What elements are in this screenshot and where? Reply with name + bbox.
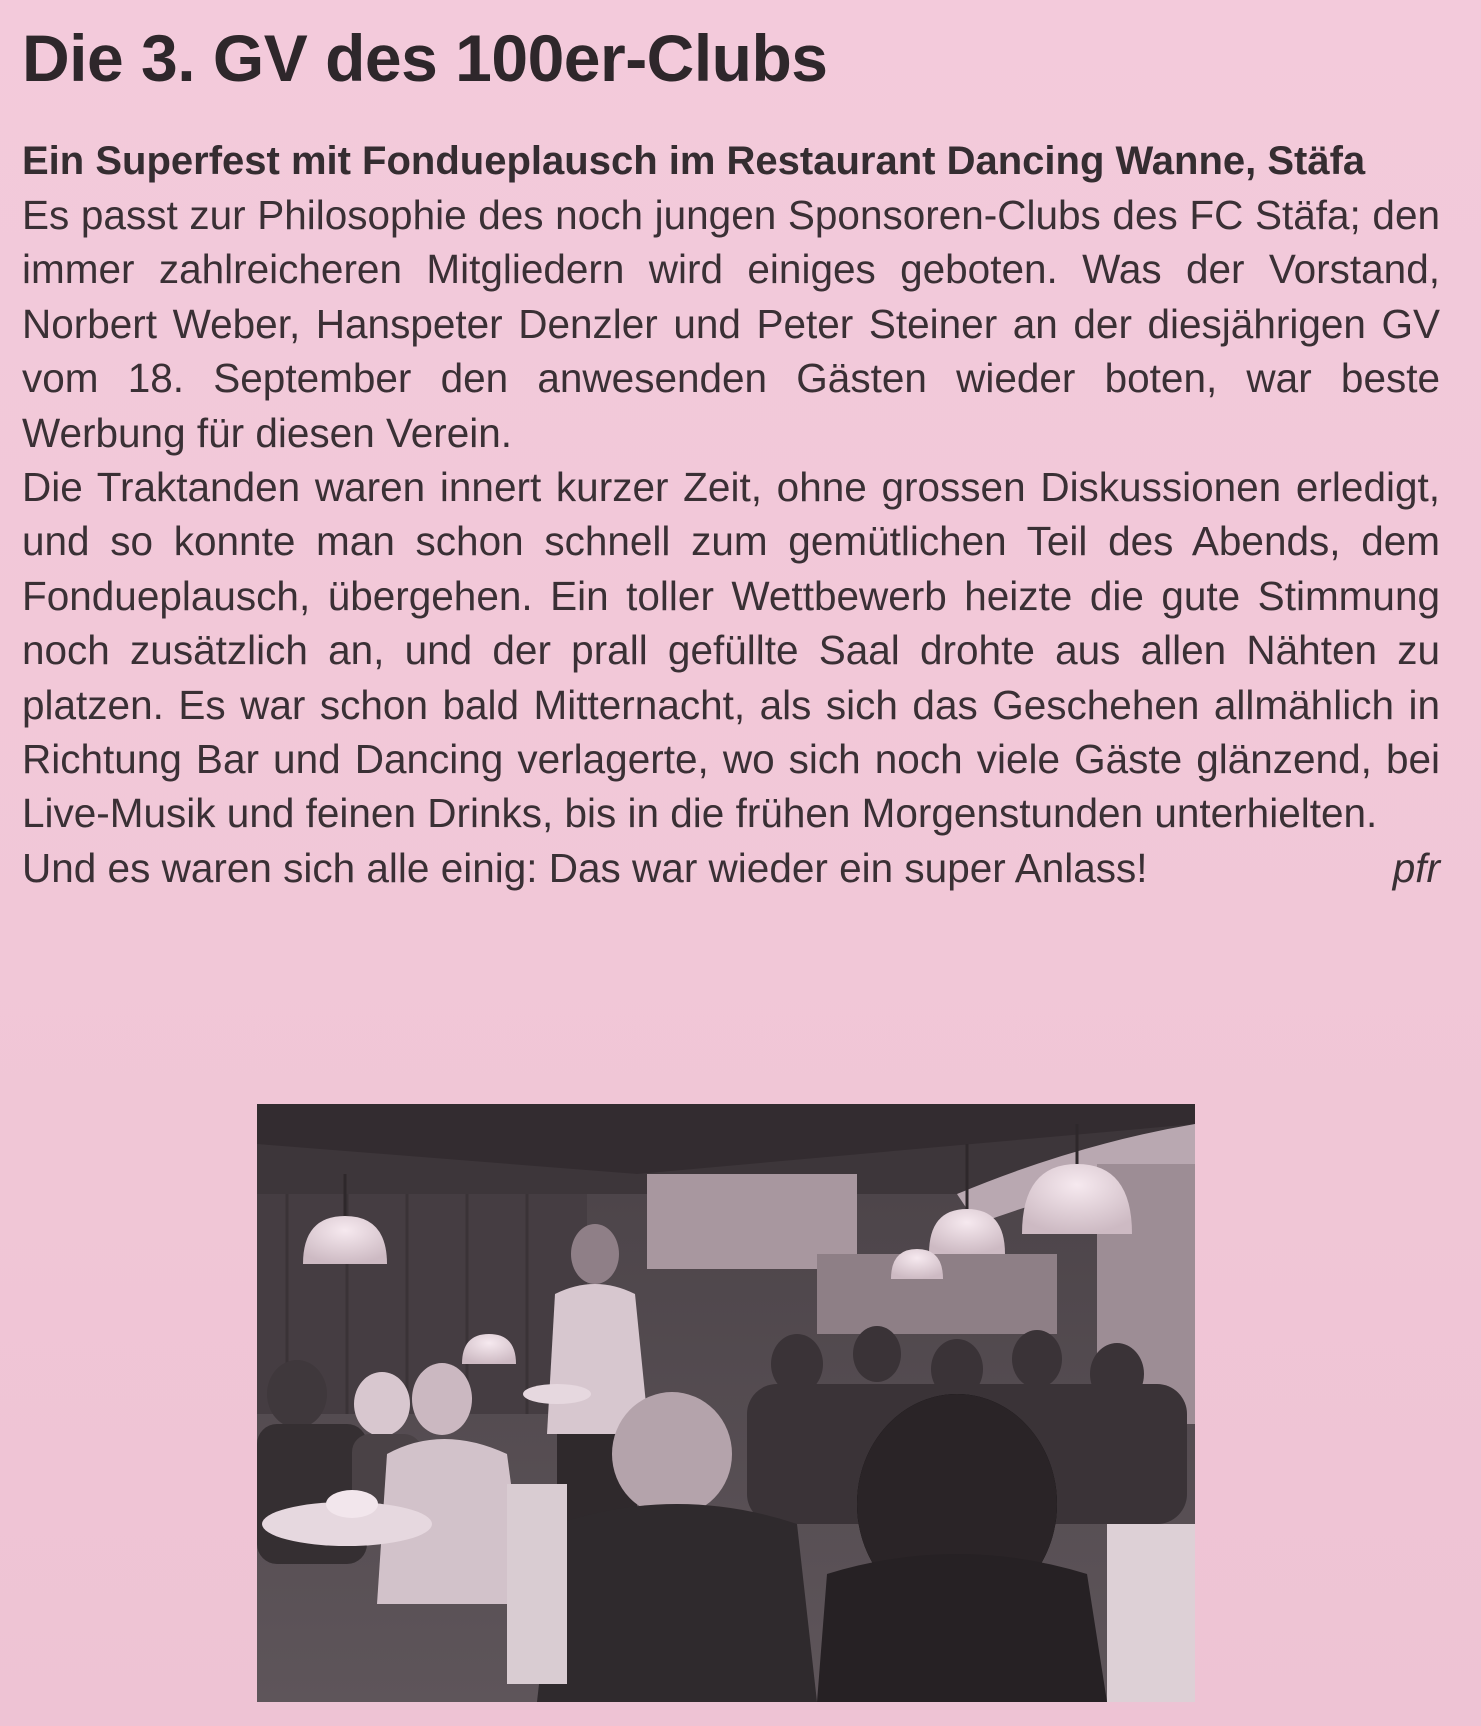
event-photo [257,1104,1195,1702]
article-body [22,188,1440,841]
article [22,18,1440,895]
closing-line [22,841,1440,895]
author-initials: pfr [1392,844,1440,891]
event-photo-image [257,1104,1195,1702]
article-title: Die 3. GV des 100er-Clubs [22,21,828,95]
article-subtitle: Ein Superfest mit Fondueplausch im Restaurant Dancing Wanne, Stäfa [22,139,1366,183]
paragraph: Die Traktanden waren innert kurzer Zeit, ohne grossen Diskussionen erledigt, und so konnte man schon schnell zum gemütlichen Teil des Abends, dem Fondueplausch, übergehen. Ein toller Wettbewerb heizte die gute Stimmung noch zusätzlich an, und der prall gefüllte Saal drohte aus allen Nähten zu platzen. Es war schon bald Mitternacht, als sich das Geschehen allmählich in Richtung Bar und Dancing verlagerte, wo sich noch viele Gäste glänzend, bei Live-Musik und feinen Drinks, bis in die frühen Morgenstunden unterhielten. [22,464,1440,837]
closing-sentence: Und es waren sich alle einig: Das war wieder ein super Anlass! [22,844,1148,891]
paragraph: Es passt zur Philosophie des noch jungen Sponsoren-Clubs des FC Stäfa; den immer zahlreicheren Mitgliedern wird einiges geboten. Was der Vorstand, Norbert Weber, Hanspeter Denzler und Peter Steiner an der diesjährigen GV vom 18. September den anwesenden Gästen wieder boten, war beste Werbung für diesen Verein. [22,192,1440,456]
